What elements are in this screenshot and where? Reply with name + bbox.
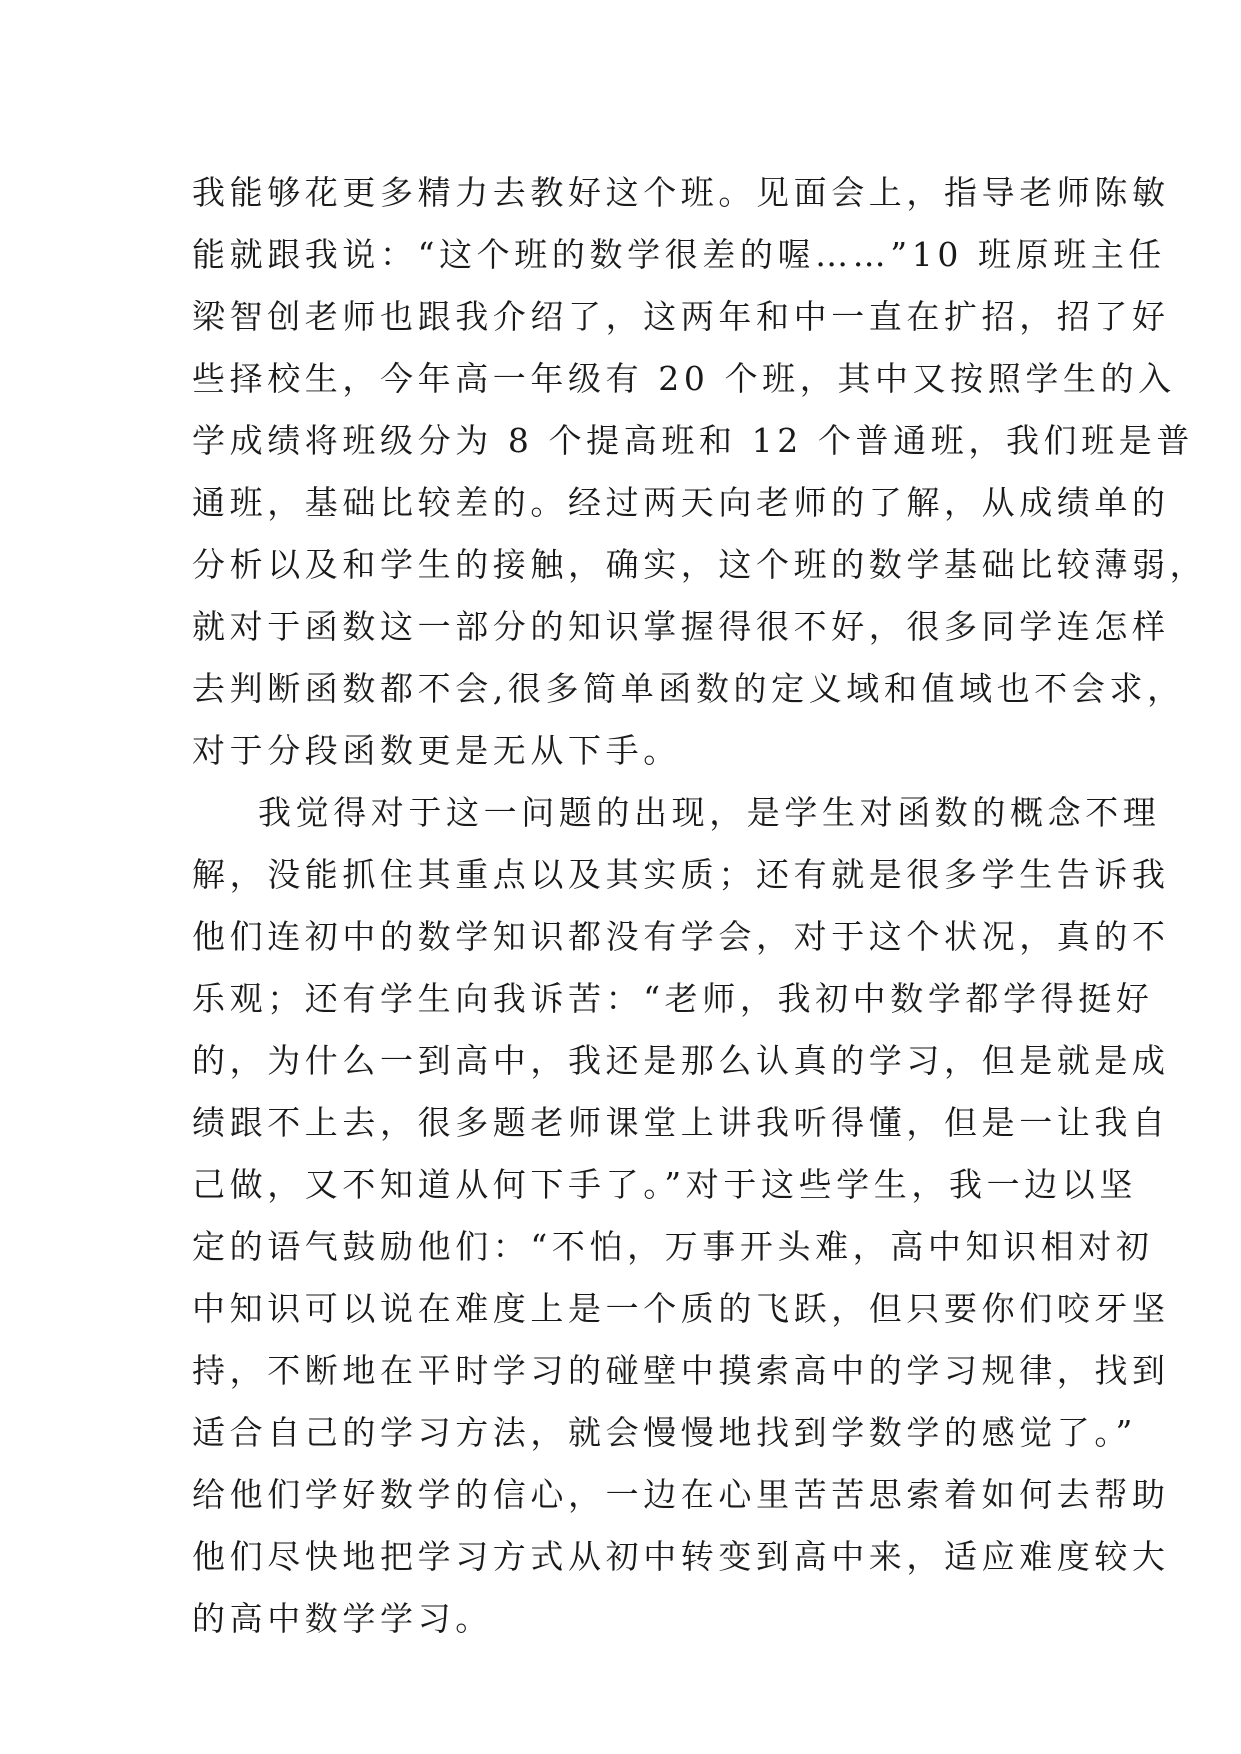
- paragraph-2-line-4: 乐观；还有学生向我诉苦：“老师，我初中数学都学得挺好: [192, 979, 1154, 1018]
- paragraph-1-line-2: 能就跟我说：“这个班的数学很差的喔……”10 班原班主任: [192, 235, 1167, 274]
- paragraph-2-line-11: 适合自己的学习方法，就会慢慢地找到学数学的感觉了。”: [192, 1413, 1137, 1452]
- paragraph-2-line-3: 他们连初中的数学知识都没有学会，对于这个状况，真的不: [192, 917, 1170, 956]
- paragraph-2-line-1: 我觉得对于这一问题的出现，是学生对函数的概念不理: [258, 793, 1161, 832]
- paragraph-2-line-6: 绩跟不上去，很多题老师课堂上讲我听得懂，但是一让我自: [192, 1103, 1170, 1142]
- paragraph-2-line-12: 给他们学好数学的信心，一边在心里苦苦思索着如何去帮助: [192, 1475, 1170, 1514]
- paragraph-2-line-9: 中知识可以说在难度上是一个质的飞跃，但只要你们咬牙坚: [192, 1289, 1170, 1328]
- paragraph-1-line-1: 我能够花更多精力去教好这个班。见面会上，指导老师陈敏: [192, 173, 1170, 212]
- paragraph-2-line-7: 己做，又不知道从何下手了。”对于这些学生，我一边以坚: [192, 1165, 1137, 1204]
- document-body: [192, 162, 1208, 1650]
- paragraph-2-line-5: 的，为什么一到高中，我还是那么认真的学习，但是就是成: [192, 1041, 1170, 1080]
- paragraph-1-line-9: 去判断函数都不会,很多简单函数的定义域和值域也不会求，: [192, 669, 1185, 708]
- paragraph-1-line-4: 些择校生，今年高一年级有 20 个班，其中又按照学生的入: [192, 359, 1176, 398]
- paragraph-1-line-10: 对于分段函数更是无从下手。: [192, 731, 681, 770]
- paragraph-1-line-5: 学成绩将班级分为 8 个提高班和 12 个普通班，我们班是普: [192, 421, 1194, 460]
- paragraph-1-line-8: 就对于函数这一部分的知识掌握得很不好，很多同学连怎样: [192, 607, 1170, 646]
- paragraph-2-line-10: 持，不断地在平时学习的碰壁中摸索高中的学习规律，找到: [192, 1351, 1170, 1390]
- paragraph-1-line-6: 通班，基础比较差的。经过两天向老师的了解，从成绩单的: [192, 483, 1170, 522]
- paragraph-2-line-13: 他们尽快地把学习方式从初中转变到高中来，适应难度较大: [192, 1537, 1170, 1576]
- paragraph-2-line-14: 的高中数学学习。: [192, 1599, 493, 1638]
- paragraph-1-line-7: 分析以及和学生的接触，确实，这个班的数学基础比较薄弱，: [192, 545, 1208, 584]
- paragraph-2-line-8: 定的语气鼓励他们：“不怕，万事开头难，高中知识相对初: [192, 1227, 1154, 1266]
- paragraph-2-line-2: 解，没能抓住其重点以及其实质；还有就是很多学生告诉我: [192, 855, 1170, 894]
- paragraph-1-line-3: 梁智创老师也跟我介绍了，这两年和中一直在扩招，招了好: [192, 297, 1170, 336]
